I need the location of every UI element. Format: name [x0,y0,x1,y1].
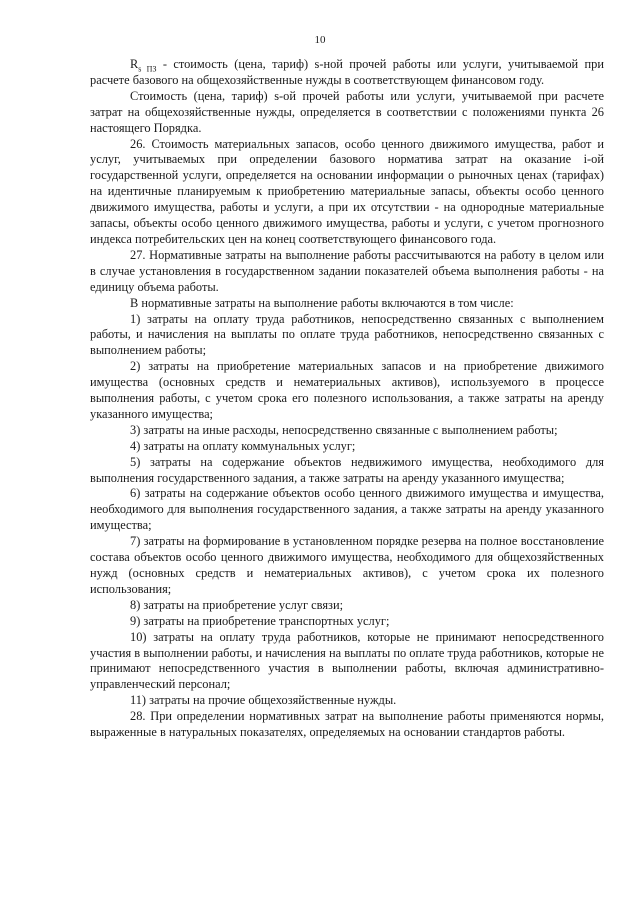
list-item-1: 1) затраты на оплату труда работников, непосредственно связанных с выполнением работы, и начисления на выплаты по оплате труда работников, непосредственно связанных с выполнением работы; [90,311,604,358]
formula-subscript: s ПЗ [138,64,157,74]
paragraph: Стоимость (цена, тариф) s-ой прочей работы или услуги, учитываемой при расчете затрат на общехозяйственные нужды, определяется в соответствии с положениями пункта 26 настоящего Порядка. [90,88,604,135]
list-item-9: 9) затраты на приобретение транспортных услуг; [130,613,390,628]
list-item-8: 8) затраты на приобретение услуг связи; [130,597,344,612]
list-item-4: 4) затраты на оплату коммунальных услуг; [130,438,356,453]
list-item-3: 3) затраты на иные расходы, непосредственно связанные с выполнением работы; [130,422,558,437]
paragraph-clause-28: 28. При определении нормативных затрат на выполнение работы применяются нормы, выраженные в натуральных показателях, определяемых на основании стандартов работы. [90,709,604,740]
paragraph-clause-27: 27. Нормативные затраты на выполнение работы рассчитываются на работу в целом или в случае установления в государственном задании показателей объема выполнения работы - на единицу объема работы. [90,247,604,294]
list-item-2: 2) затраты на приобретение материальных запасов и на приобретение движимого имущества (основных средств и нематериальных активов), используемого в процессе выполнения работы, с учетом срока его полезного использования, а также затраты на аренду указанного имущества; [90,359,604,421]
formula-symbol: R [130,57,139,71]
list-item-10: 10) затраты на оплату труда работников, которые не принимают непосредственного участия в выполнении работы, и начисления на выплаты по оплате труда работников, которые не принимают непосредственного участия в выполнении работы, включая административно-управленческий персонал; [90,629,604,692]
paragraph-list-intro: В нормативные затраты на выполнение работы включаются в том числе: [130,295,514,310]
paragraph-clause-26: 26. Стоимость материальных запасов, особо ценного движимого имущества, работ и услуг, учитываемых при определении базового норматива затрат на оказание i-ой государственной услуги, определяется на основании информации о рыночных ценах (тарифах) на идентичные планируемым к приобретению материальные запасы, объекты особо ценного движимого имущества, работы и услуги, а при их отсутствии - на однородные материальные запасы, объекты особо ценного движимого имущества, работы и услуги, с учетом прогнозного индекса потребительских цен на конец соответствующего финансового года. [90,136,604,246]
paragraph-variable-definition [90,57,604,89]
list-item-5: 5) затраты на содержание объектов недвижимого имущества, необходимого для выполнения государственного задания, а также затраты на аренду указанного имущества; [90,454,604,485]
page-number: 10 [314,34,326,46]
document-body [90,57,604,741]
list-item-7: 7) затраты на формирование в установленном порядке резерва на полное восстановление состава объектов особо ценного движимого имущества, необходимого для общехозяйственных нужд (основных средств и нематериальных активов), с учетом срока их полезного использования; [90,534,604,596]
list-item-11: 11) затраты на прочие общехозяйственные нужды. [130,693,397,708]
list-item-6: 6) затраты на содержание объектов особо ценного движимого имущества и имущества, необходимого для выполнения государственного задания, а также затраты на аренду указанного имущества; [90,486,604,533]
variable-definition-text: - стоимость (цена, тариф) s-ной прочей работы или услуги, учитываемой при расчете базового на общехозяйственные нужды в соответствующем финансовом году. [90,57,604,87]
